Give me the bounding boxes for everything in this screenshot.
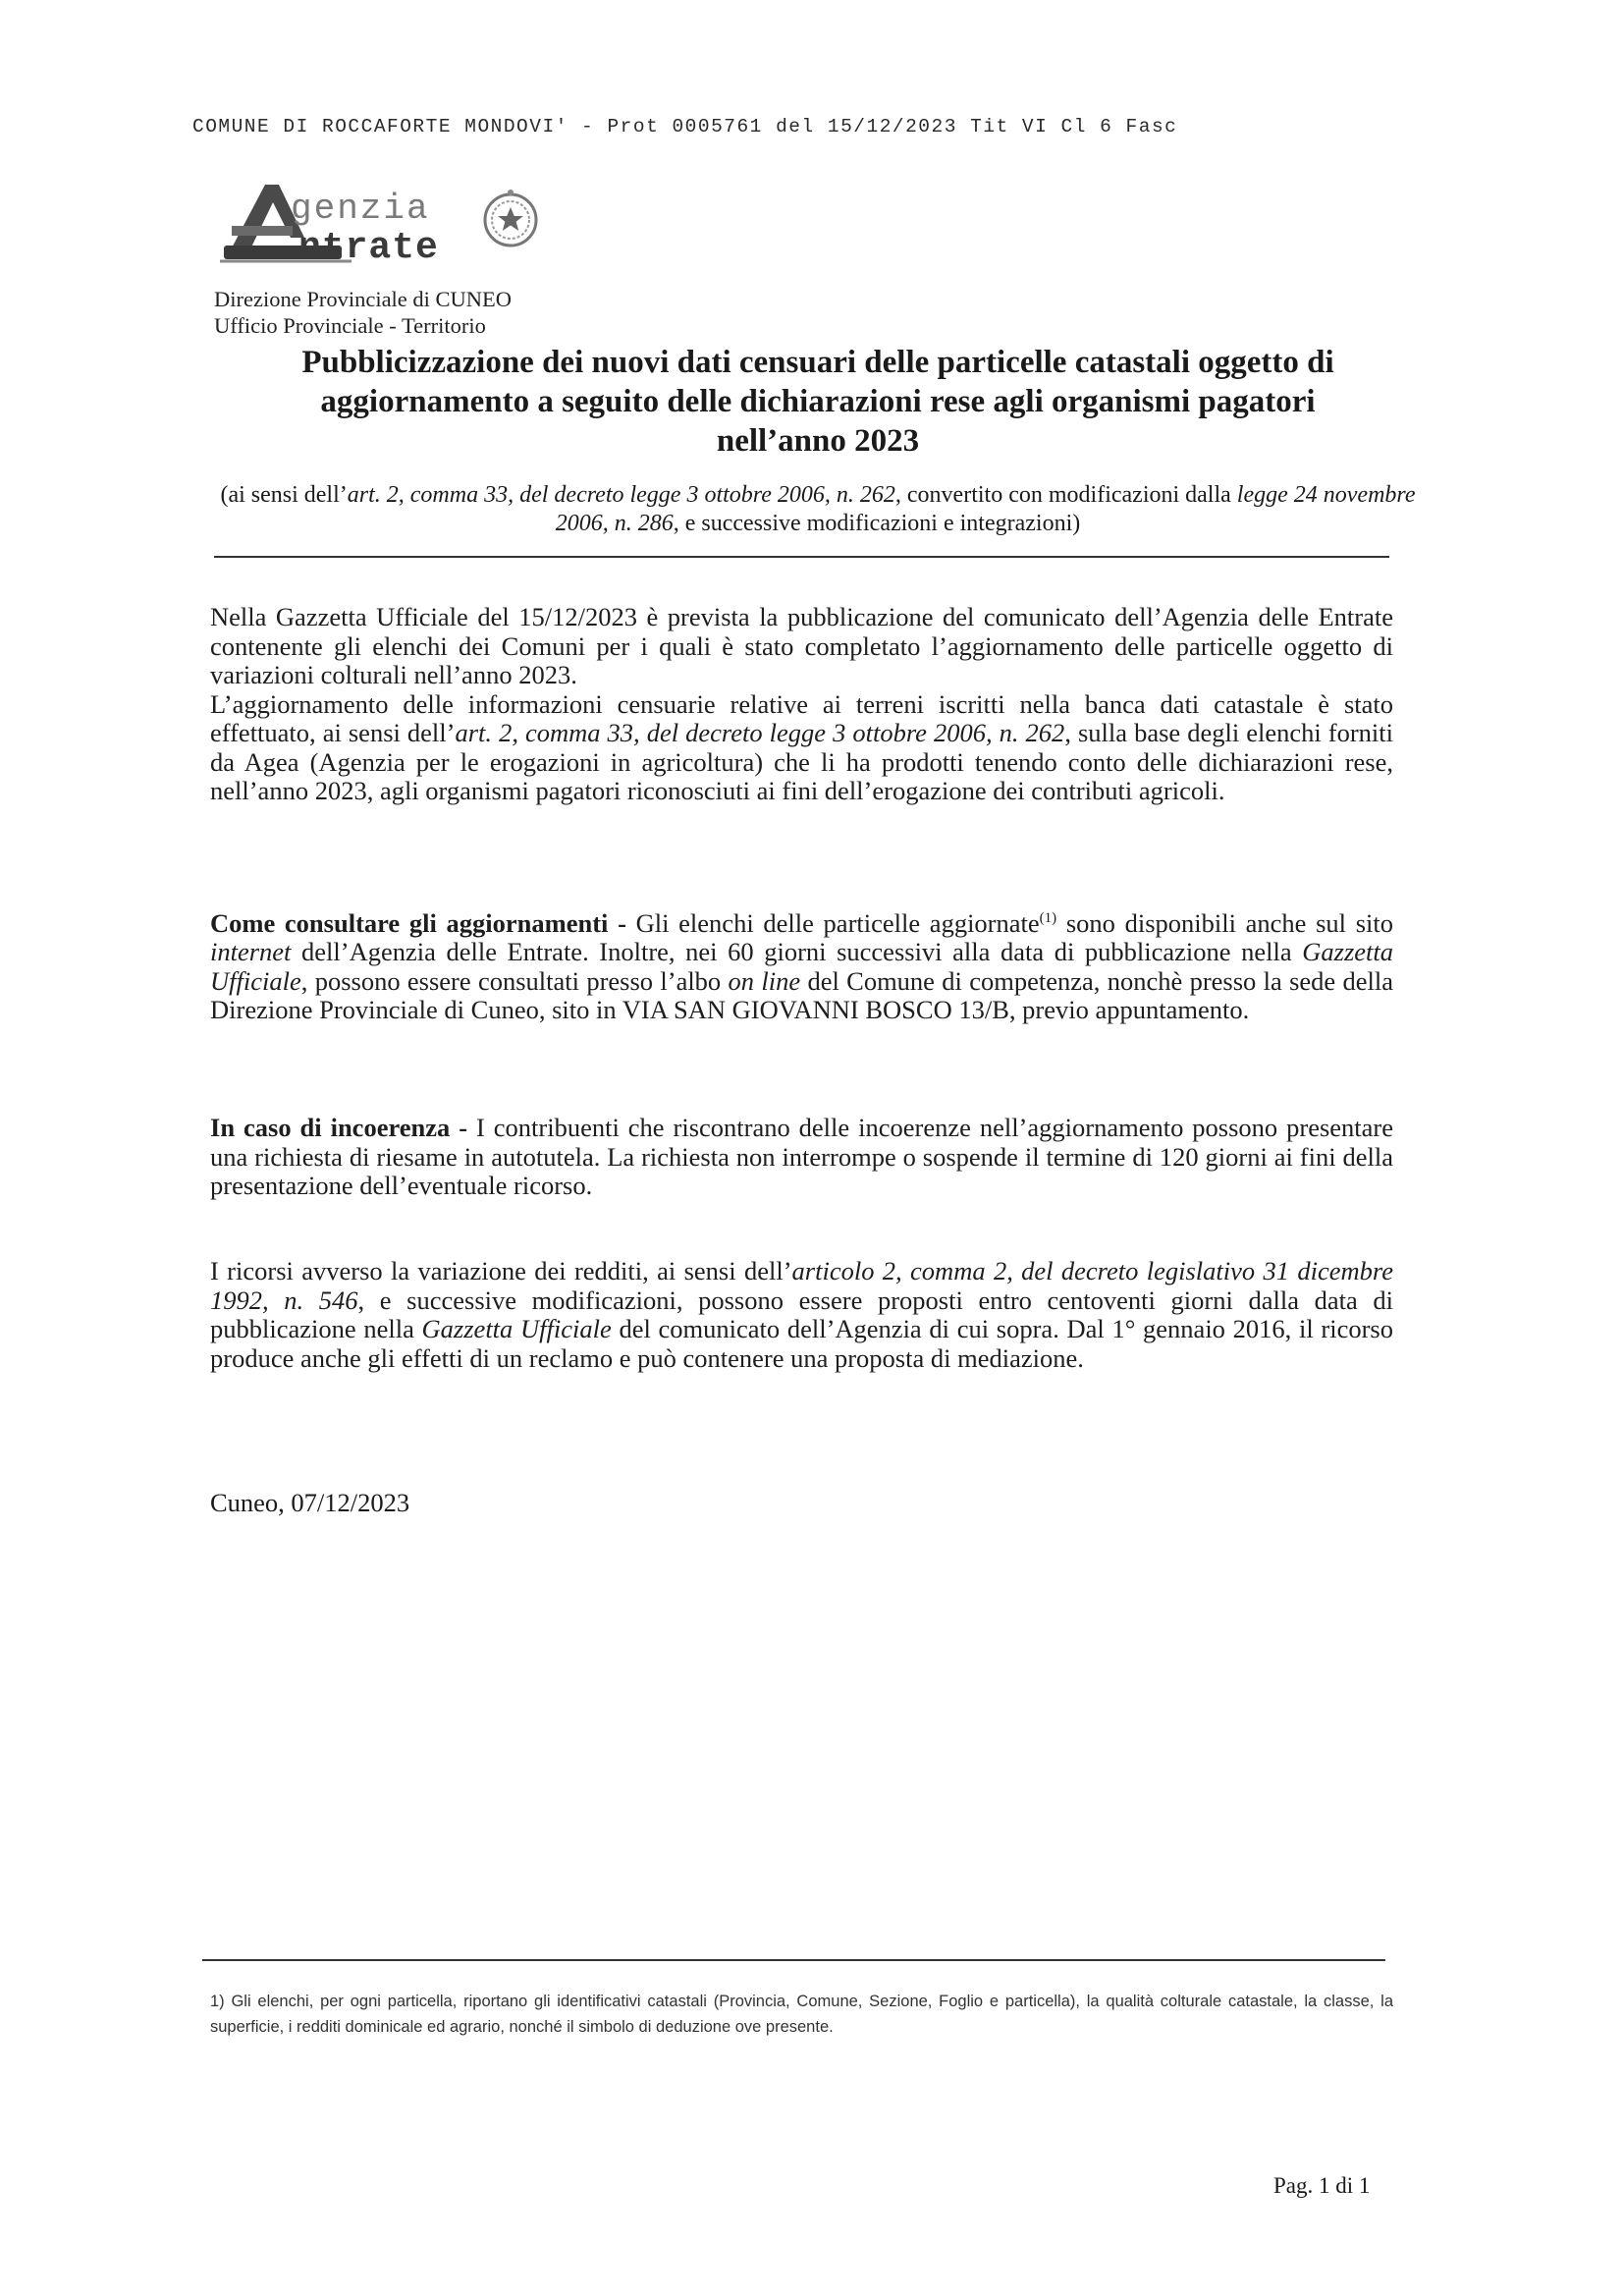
para2-text-b: , sulla base degli elenchi forniti da Agea (Agenzia per le erogazioni in agricoltura) che li ha prodotti tenendo conto delle dichiarazioni rese, nell’anno 2023, agli organismi pagatori riconosciuti ai fini dell’erogazione dei contributi agricoli. (210, 718, 1394, 805)
protocol-stamp: COMUNE DI ROCCAFORTE MONDOVI' - Prot 0005761 del 15/12/2023 Tit VI Cl 6 Fasc (192, 116, 1178, 137)
paragraph-gazzetta (210, 603, 1393, 806)
document-title (214, 343, 1422, 461)
consult-text-e: del Comune di competenza, nonchè presso la sede della Direzione Provinciale di Cuneo, sito in VIA SAN GIOVANNI BOSCO 13/B, previo appuntamento. (210, 965, 1393, 1025)
para2-ref: art. 2, comma 33, del decreto legge 3 ottobre 2006, n. 262 (455, 718, 1065, 747)
paragraph-consult (210, 904, 1393, 1025)
consult-gazzetta: Gazzetta Ufficiale (210, 937, 1393, 996)
incoherence-heading: In caso di incoerenza - (210, 1113, 468, 1142)
office-block (214, 286, 512, 339)
paragraph-1: Nella Gazzetta Ufficiale del 15/12/2023 è prevista la pubblicazione del comunicato dell’Agenzia delle Entrate contenente gli elenchi dei Comuni per i quali è stato completato l’aggiornamento delle particelle oggetto di variazioni colturali nell’anno 2023. (210, 602, 1393, 689)
agenzia-entrate-logo (214, 177, 548, 267)
consult-text-a: Gli elenchi delle particelle aggiornate (625, 907, 1040, 938)
page-number: Pag. 1 di 1 (1273, 2173, 1371, 2198)
consult-online: on line (728, 965, 801, 996)
paragraph-incoherence (210, 1114, 1393, 1201)
place-date: Cuneo, 07/12/2023 (210, 1488, 410, 1517)
paragraph-2 (210, 690, 1393, 806)
subtitle-ref-law: legge 24 novembre 2006, n. 286 (555, 482, 1416, 536)
consult-text-c: dell’Agenzia delle Entrate. Inoltre, nei 60 giorni successivi alla data di pubblicazione nella (291, 937, 1303, 967)
appeals-ref: articolo 2, comma 2, del decreto legislativo 31 dicembre 1992, n. 546 (210, 1256, 1393, 1315)
footnote: 1) Gli elenchi, per ogni particella, riportano gli identificativi catastali (Provincia, Comune, Sezione, Foglio e particella), la qualità colturale catastale, la classe, la superficie, i redditi dominicale ed agrario, nonché il simbolo di deduzione ove presente. (210, 1993, 1393, 2036)
title-line-2: aggiornamento a seguito delle dichiarazioni rese agli organismi pagatori (320, 384, 1316, 419)
emblem-icon (485, 190, 536, 246)
appeals-text-a: I ricorsi avverso la variazione dei redditi, ai sensi dell’ (210, 1256, 792, 1285)
consult-text-b: sono disponibili anche sul sito (1056, 907, 1394, 938)
appeals-text-b: , e successive modificazioni, possono essere proposti entro centoventi giorni dalla data di pubblicazione nella (210, 1285, 1393, 1343)
subtitle-suffix: , e successive modificazioni e integrazioni) (673, 511, 1081, 536)
title-line-3: nell’anno 2023 (716, 423, 920, 459)
incoherence-text: I contribuenti che riscontrano delle incoerenze nell’aggiornamento possono presentare una richiesta di riesame in autotutela. La richiesta non interrompe o sospende il termine di 120 giorni ai fini della presentazione dell’eventuale ricorso. (210, 1113, 1393, 1200)
legal-reference (214, 481, 1422, 538)
office-unit: Ufficio Provinciale - Territorio (214, 313, 486, 338)
logo-text-top: genzia (291, 189, 430, 229)
office-direction: Direzione Provinciale di CUNEO (214, 287, 513, 311)
subtitle-ref-decree: art. 2, comma 33, del decreto legge 3 ottobre 2006, n. 262 (347, 482, 895, 508)
footnote-reference: (1) (1039, 910, 1057, 926)
paragraph-appeals (210, 1257, 1393, 1373)
header-divider (214, 556, 1389, 558)
consult-heading: Come consultare gli aggiornamenti - (210, 907, 626, 938)
consult-text-d: , possono essere consultati presso l’albo (300, 965, 729, 996)
subtitle-prefix: (ai sensi dell’ (220, 482, 348, 508)
subtitle-mid: , convertito con modificazioni dalla (894, 482, 1237, 508)
para2-text-a: L’aggiornamento delle informazioni censuarie relative ai terreni iscritti nella banca dati catastale è stato effettuato, ai sensi dell’ (210, 688, 1393, 747)
footnote-divider (202, 1959, 1385, 1961)
title-line-1: Pubblicizzazione dei nuovi dati censuari delle particelle catastali oggetto di (301, 345, 1334, 380)
logo-text-bottom: ntrate (298, 227, 439, 267)
appeals-gazzetta: Gazzetta Ufficiale (421, 1314, 612, 1343)
appeals-text-c: del comunicato dell’Agenzia di cui sopra. Dal 1° gennaio 2016, il ricorso produce anche gli effetti di un reclamo e può contenere una proposta di mediazione. (210, 1314, 1393, 1373)
consult-internet: internet (210, 937, 292, 967)
